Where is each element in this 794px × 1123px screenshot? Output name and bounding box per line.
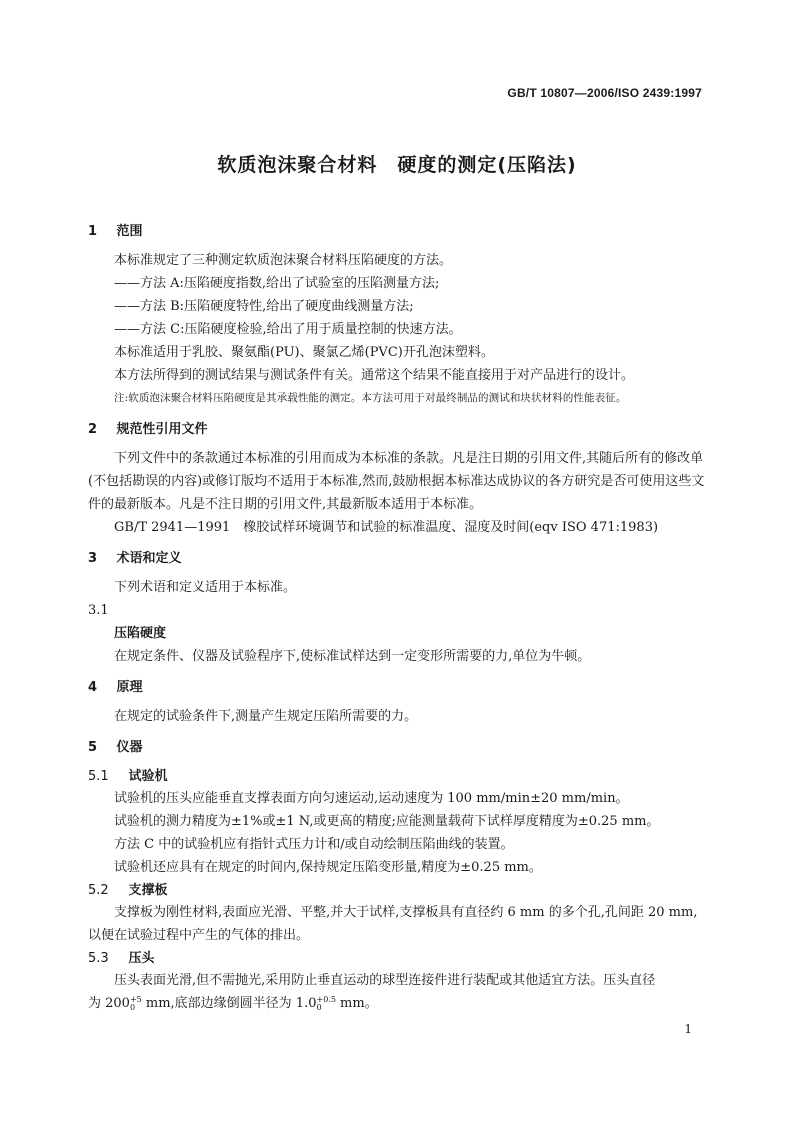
section-number: 4 bbox=[88, 680, 98, 695]
subsection-number: 3.1 bbox=[88, 603, 109, 618]
paragraph: 试验机的压头应能垂直支撑表面方向匀速运动,运动速度为 100 mm/min±20 mm/min。 bbox=[114, 791, 629, 806]
paragraph: 在规定的试验条件下,测量产生规定压陷所需要的力。 bbox=[114, 709, 418, 724]
tolerance-upper: +0.5 bbox=[316, 994, 336, 1004]
paragraph: 支撑板为刚性材料,表面应光滑、平整,并大于试样,支撑板具有直径约 6 mm 的多个孔,孔间距 20 mm,以便在试验过程中产生的气体的排出。 bbox=[88, 905, 698, 943]
subsection-heading bbox=[88, 879, 706, 901]
note: 注:软质泡沫聚合材料压陷硬度是其承载性能的测定。本方法可用于对最终制品的测试和块状材料的性能表征。 bbox=[114, 392, 627, 404]
text-run: 为 200 bbox=[88, 996, 130, 1011]
subsection-title: 试验机 bbox=[128, 769, 168, 784]
term-name: 压陷硬度 bbox=[114, 626, 167, 641]
tolerance bbox=[130, 996, 142, 1012]
paragraph: 本标准规定了三种测定软质泡沫聚合材料压陷硬度的方法。 bbox=[114, 253, 453, 268]
paragraph: 本方法所得到的测试结果与测试条件有关。通常这个结果不能直接用于对产品进行的设计。 bbox=[114, 368, 635, 383]
section-title: 术语和定义 bbox=[116, 551, 182, 566]
subsection-title: 压头 bbox=[128, 951, 155, 966]
paragraph-continuation bbox=[88, 992, 706, 1015]
tolerance-lower: 0 bbox=[129, 1002, 136, 1012]
section-title: 原理 bbox=[116, 680, 143, 695]
subsection-number: 5.3 bbox=[88, 951, 109, 966]
subsection-title: 支撑板 bbox=[128, 883, 168, 898]
section-heading bbox=[88, 676, 706, 699]
section-number: 1 bbox=[88, 224, 98, 239]
document-title: 软质泡沫聚合材料 硬度的测定(压陷法) bbox=[217, 154, 577, 176]
list-item: ——方法 A:压陷硬度指数,给出了试验室的压陷测量方法; bbox=[114, 276, 440, 291]
section-heading bbox=[88, 418, 706, 441]
list-item: ——方法 C:压陷硬度检验,给出了用于质量控制的快速方法。 bbox=[114, 322, 462, 337]
paragraph: 本标准适用于乳胶、聚氨酯(PU)、聚氯乙烯(PVC)开孔泡沫塑料。 bbox=[114, 345, 494, 360]
term-definition: 在规定条件、仪器及试验程序下,使标准试样达到一定变形所需要的力,单位为牛顿。 bbox=[114, 649, 591, 664]
page-number: 1 bbox=[684, 1022, 692, 1036]
subsection-heading bbox=[88, 765, 706, 787]
text-run: mm,底部边缘倒圆半径为 1.0 bbox=[141, 996, 317, 1011]
standard-code: GB/T 10807—2006/ISO 2439:1997 bbox=[507, 86, 702, 100]
subsection-heading bbox=[88, 947, 706, 969]
paragraph: 下列文件中的条款通过本标准的引用而成为本标准的条款。凡是注日期的引用文件,其随后所有的修改单(不包括勘误的内容)或修订版均不适用于本标准,然而,鼓励根据本标准达成协议的各方研究是否可使用这些文件的最新版本。凡是不注日期的引用文件,其最新版本适用于本标准。 bbox=[88, 451, 705, 512]
section-title: 范围 bbox=[116, 224, 143, 239]
list-item: ——方法 B:压陷硬度特性,给出了硬度曲线测量方法; bbox=[114, 299, 414, 314]
paragraph: 方法 C 中的试验机应有指针式压力计和/或自动绘制压陷曲线的装置。 bbox=[114, 837, 514, 852]
section-heading bbox=[88, 220, 706, 243]
paragraph: 下列术语和定义适用于本标准。 bbox=[114, 580, 297, 595]
normative-reference: GB/T 2941—1991 橡胶试样环境调节和试验的标准温度、湿度及时间(eqv ISO 471:1983) bbox=[114, 520, 659, 535]
text-run: mm。 bbox=[335, 996, 378, 1011]
section-title: 仪器 bbox=[116, 740, 143, 755]
section-title: 规范性引用文件 bbox=[116, 422, 208, 437]
paragraph: 试验机还应具有在规定的时间内,保持规定压陷变形量,精度为±0.25 mm。 bbox=[114, 860, 542, 875]
tolerance-upper: +5 bbox=[129, 994, 142, 1004]
tolerance bbox=[316, 996, 335, 1012]
tolerance-lower: 0 bbox=[316, 1002, 322, 1012]
section-heading bbox=[88, 736, 706, 759]
section-number: 5 bbox=[88, 740, 98, 755]
section-heading bbox=[88, 547, 706, 570]
section-number: 3 bbox=[88, 551, 98, 566]
subsection-number: 5.2 bbox=[88, 883, 109, 898]
section-number: 2 bbox=[88, 422, 98, 437]
paragraph: 压头表面光滑,但不需抛光,采用防止垂直运动的球型连接件进行装配或其他适宜方法。压头直径 bbox=[114, 973, 656, 988]
document-body bbox=[88, 220, 706, 1015]
paragraph: 试验机的测力精度为±1%或±1 N,或更高的精度;应能测量载荷下试样厚度精度为±0.25 mm。 bbox=[114, 814, 660, 829]
subsection-number: 5.1 bbox=[88, 769, 109, 784]
